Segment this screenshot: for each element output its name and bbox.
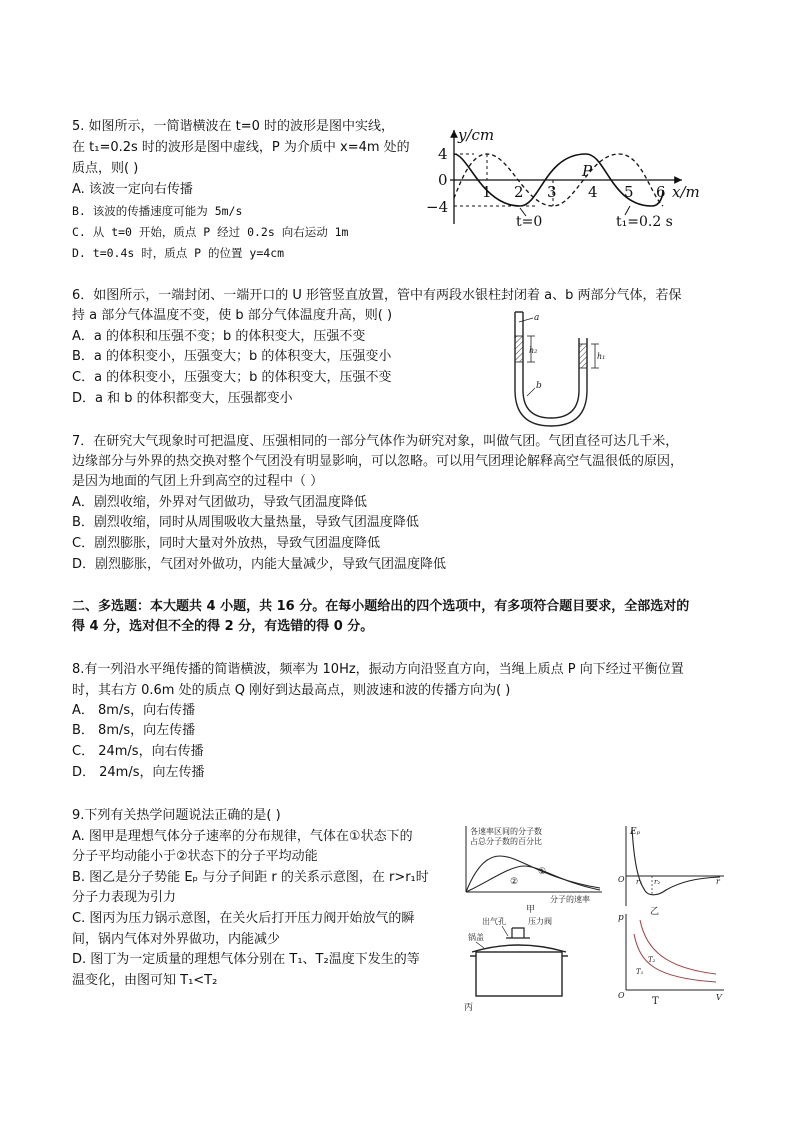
q8-option-b: B． 8m/s，向左传播 <box>72 723 196 738</box>
q5-solid-label: t=0 <box>516 214 543 228</box>
q6-label-h2: h₂ <box>529 346 538 355</box>
q9-yi-r1: r₁ <box>636 878 643 886</box>
q5-stem-line-3: 质点，则( ) <box>72 161 139 176</box>
q9-yi-r2: r₂ <box>654 878 661 886</box>
section2-header-line-1: 二、多选题：本大题共 4 小题，共 16 分。在每小题给出的四个选项中，有多项符合题目要求，全部选对的 <box>72 599 690 614</box>
q7-option-b: B．剧烈收缩，同时从周围吸收大量热量，导致气团温度降低 <box>72 515 419 530</box>
q9-ding-caption: T <box>652 996 659 1006</box>
q5-x-tick-6: 6 <box>656 183 666 201</box>
q9-ding-t2-label: T₂ <box>648 956 656 964</box>
q6-option-b: B．a 的体积变小，压强变大；b 的体积变大，压强变小 <box>72 349 392 364</box>
q5-y-tick-4: 4 <box>438 145 448 163</box>
q9-bing-lid-label: 锅盖 <box>468 933 484 942</box>
q5-x-tick-2: 2 <box>514 183 524 201</box>
q5-y-tick-neg4: −4 <box>426 198 449 216</box>
q9-bing-vent-label: 出气孔 <box>482 917 506 926</box>
q6-option-a: A．a 的体积和压强不变；b 的体积变大，压强不变 <box>72 329 366 344</box>
q5-option-b: B. 该波的传播速度可能为 5m/s <box>72 204 243 218</box>
q9-ding-xlabel: V <box>716 993 722 1002</box>
q9-bing-valve-icon <box>506 928 530 938</box>
q5-stem-line-1: 5. 如图所示，一简谐横波在 t=0 时的波形是图中实线， <box>72 119 395 134</box>
q5-x-tick-1: 1 <box>482 183 492 201</box>
q5-option-c: C. 从 t=0 开始，质点 P 经过 0.2s 向右运动 1m <box>72 225 349 239</box>
q9-text-line-7: D. 图丁为一定质量的理想气体分别在 T₁、T₂温度下发生的等 <box>72 952 420 967</box>
q9-yi-caption: 乙 <box>650 907 660 917</box>
q8-option-c: C． 24m/s，向右传播 <box>72 744 204 759</box>
q9-text-line-2: 分子平均动能小于②状态下的分子平均动能 <box>72 849 318 864</box>
q9-bing-caption: 丙 <box>464 1003 474 1012</box>
q9-figure-ding <box>616 910 728 1006</box>
q5-y-tick-0: 0 <box>438 171 448 189</box>
q9-figure-jia <box>460 822 610 914</box>
q6-label-b: b <box>536 381 542 391</box>
q9-bing-pot <box>476 952 562 996</box>
q5-stem-line-2: 在 t₁=0.2s 时的波形是图中虚线，P 为介质中 x=4m 处的 <box>72 140 410 155</box>
q7-option-c: C．剧烈膨胀，同时大量对外放热，导致气团温度降低 <box>72 536 381 551</box>
q5-wave-figure <box>420 124 720 228</box>
q9-ding-isotherm-t1 <box>634 934 716 982</box>
q9-jia-ylabel-2: 占总分子数的百分比 <box>470 837 542 846</box>
q9-yi-origin: O <box>618 875 625 884</box>
q5-dashed-label: t₁=0.2 s <box>616 214 673 228</box>
q9-figure-bing <box>462 914 582 1012</box>
q9-jia-caption: 甲 <box>526 905 536 914</box>
q6-option-c: C．a 的体积变小，压强变大；b 的体积变大，压强不变 <box>72 370 392 385</box>
q7-stem-line-3: 是因为地面的气团上升到高空的过程中（ ） <box>72 474 324 489</box>
q9-figure-yi <box>616 822 728 918</box>
q6-stem-line-1: 6．如图所示，一端封闭、一端开口的 U 形管竖直放置，管中有两段水银柱封闭着 a、b 两部分气体，若保 <box>72 288 682 303</box>
q9-ding-ylabel: p <box>618 913 624 923</box>
q9-text-line-6: 间，锅内气体对外界做功，内能减少 <box>72 932 281 947</box>
q9-yi-xlabel: r <box>716 877 720 886</box>
q8-option-a: A． 8m/s，向右传播 <box>72 703 196 718</box>
q9-text-line-5: C. 图丙为压力锅示意图，在关火后打开压力阀开始放气的瞬 <box>72 911 415 926</box>
q5-x-tick-4: 4 <box>588 183 598 201</box>
q7-stem-line-2: 边缘部分与外界的热交换对整个气团没有明显影响，可以忽略。可以用气团理论解释高空气温很低的原因， <box>72 454 684 469</box>
q6-label-h1: h₁ <box>597 352 606 361</box>
q9-jia-xlabel: 分子的速率 <box>550 895 590 904</box>
q5-x-axis-label: x/m <box>672 183 700 201</box>
q5-y-axis-label: y/cm <box>458 126 495 144</box>
q8-option-d: D． 24m/s，向左传播 <box>72 765 205 780</box>
q7-option-d: D．剧烈膨胀，气团对外做功，内能大量减少，导致气团温度降低 <box>72 557 447 572</box>
q6-stem-line-2: 持 a 部分气体温度不变，使 b 部分气体温度升高，则( ) <box>72 308 393 323</box>
section2-header-line-2: 得 4 分，选对但不全的得 2 分，有选错的得 0 分。 <box>72 619 374 634</box>
q6-mercury-right <box>579 344 587 368</box>
q9-yi-ylabel: Eₚ <box>630 827 641 837</box>
q8-stem-line-2: 时，其右方 0.6m 处的质点 Q 刚好到达最高点，则波速和波的传播方向为( ) <box>72 683 511 698</box>
q6-label-a: a <box>534 313 540 323</box>
q9-text-line-4: 分子力表现为引力 <box>72 890 177 905</box>
q5-x-tick-3: 3 <box>547 183 557 201</box>
q6-mercury-left <box>515 336 523 362</box>
q5-point-p: P <box>582 162 593 180</box>
q5-option-d: D. t=0.4s 时，质点 P 的位置 y=4cm <box>72 246 285 260</box>
q9-stem: 9.下列有关热学问题说法正确的是( ) <box>72 808 281 823</box>
q9-yi-curve <box>632 828 720 895</box>
q9-bing-valve-label: 压力阀 <box>528 917 552 926</box>
q9-jia-curve-2-label: ② <box>510 877 519 887</box>
q7-option-a: A．剧烈收缩，外界对气团做功，导致气团温度降低 <box>72 495 367 510</box>
q6-option-d: D．a 和 b 的体积都变大，压强都变小 <box>72 391 293 406</box>
q9-ding-t1-label: T₁ <box>636 968 644 976</box>
q9-text-line-8: 温变化，由图可知 T₁<T₂ <box>72 973 218 988</box>
q7-stem-line-1: 7．在研究大气现象时可把温度、压强相同的一部分气体作为研究对象，叫做气团。气团直径可达几千米， <box>72 434 679 449</box>
q5-option-a: A. 该波一定向右传播 <box>72 182 193 197</box>
q9-jia-curve-1-label: ① <box>538 867 547 877</box>
q5-x-tick-5: 5 <box>624 183 634 201</box>
q9-text-line-1: A. 图甲是理想气体分子速率的分布规律，气体在①状态下的 <box>72 829 413 844</box>
q9-text-line-3: B. 图乙是分子势能 Eₚ 与分子间距 r 的关系示意图，在 r>r₁时 <box>72 870 429 885</box>
q9-jia-curve-2 <box>466 866 600 892</box>
q9-jia-curve-1 <box>466 856 600 892</box>
q6-u-tube-figure <box>505 308 615 430</box>
q9-ding-origin: O <box>618 991 625 1000</box>
q8-stem-line-1: 8.有一列沿水平绳传播的简谐横波，频率为 10Hz，振动方向沿竖直方向，当绳上质点 P 向下经过平衡位置 <box>72 662 684 677</box>
q9-jia-ylabel-1: 各速率区间的分子数 <box>470 827 542 836</box>
